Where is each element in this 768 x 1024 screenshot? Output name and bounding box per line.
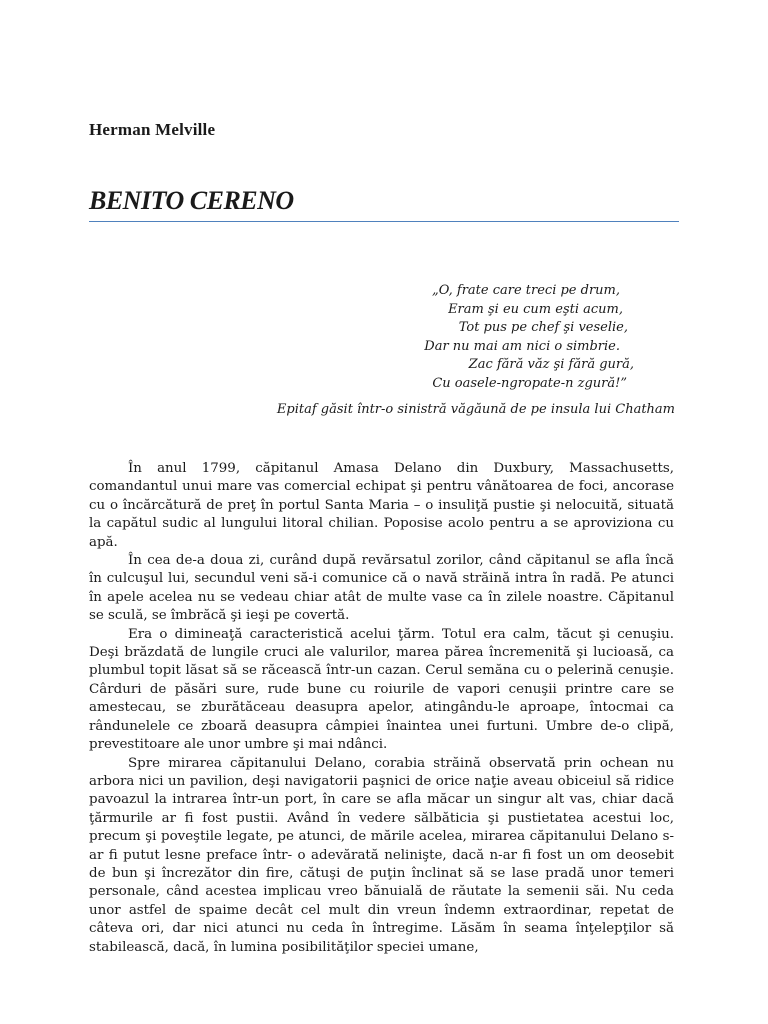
epigraph <box>252 282 672 393</box>
title-divider <box>89 221 679 222</box>
epigraph-line: Zac fără văz şi fără gură, <box>468 357 634 372</box>
paragraph: În anul 1799, căpitanul Amasa Delano din Duxbury, Massachusetts, comandantul unui mare vas comercial echipat şi pentru vânătoarea de foci, ancorase cu o încărcătură de preţ în portul Santa Maria – o insuliţă pustie şi nelocuită, situată la capătul sudic al lungului litoral chilian. Poposise acolo pentru a se aproviziona cu apă. <box>89 461 674 550</box>
paragraph: Spre mirarea căpitanului Delano, corabia străină observată prin ochean nu arbora nici un pavilion, deşi navigatorii paşnici de orice naţie aveau obiceiul să ridice pavoazul la intrarea într-un port, în care se afla măcar un singur alt vas, chiar dacă ţărmurile ar fi fost pustii. Având în vedere sălbăticia şi pustietatea acestui loc, precum şi poveştile legate, pe atunci, de mările acelea, mirarea căpitanului Delano s-ar fi putut lesne preface într- o adevărată nelinişte, dacă n-ar fi fost un om deosebit de bun şi încrezător din fire, cătuşi de puţin înclinat să se lase pradă unor temeri personale, când acestea implicau vreo bănuială de răutate la semenii săi. Nu ceda unor astfel de spaime decât cel mult din vreun îndemn extraordinar, repetat de câteva ori, dar nici atunci nu ceda în întregime. Lăsăm în seama înţelepţilor să stabilească, dacă, în lumina posibilităţilor speciei umane, <box>89 755 674 955</box>
paragraph: În cea de-a doua zi, curând după revărsatul zorilor, când căpitanul se afla încă în culcuşul lui, secundul veni să-i comunice că o navă străină intra în radă. Pe atunci în apele acelea nu se vedeau chiar atât de multe vase ca în zilele noastre. Căpitanul se sculă, se îmbrăcă şi ieşi pe covertă. <box>89 553 674 624</box>
epigraph-line: Dar nu mai am nici o simbrie. <box>424 338 620 354</box>
epigraph-line: Eram şi eu cum eşti acum, <box>448 301 623 317</box>
epigraph-line: Cu oasele-ngropate-n zgură!” <box>432 375 627 391</box>
author-name: Herman Melville <box>89 120 216 139</box>
epigraph-line: „O, frate care treci pe drum, <box>431 283 620 298</box>
book-title: BENITO CERENO <box>89 186 294 215</box>
body-text <box>89 460 674 957</box>
epigraph-line: Tot pus pe chef şi veselie, <box>458 320 628 335</box>
epigraph-source: Epitaf găsit într-o sinistră văgăună de pe insula lui Chatham <box>276 402 675 417</box>
paragraph: Era o dimineaţă caracteristică acelui ţărm. Totul era calm, tăcut şi cenuşiu. Deşi brăzdată de lungile cruci ale valurilor, marea părea încremenită şi lucioasă, ca plumbul topit lăsat să se răcească într-un cazan. Cerul semăna cu o pelerină cenuşie. Cârduri de păsări sure, rude bune cu roiurile de vapori cenuşii printre care se amestecau, se zburătăceau deasupra apelor, atingându-le aproape, întocmai ca rândunelele ce zboară deasupra câmpiei înaintea unei furtuni. Umbre de-o clipă, prevestitoare ale unor umbre şi mai ndânci. <box>89 626 674 753</box>
